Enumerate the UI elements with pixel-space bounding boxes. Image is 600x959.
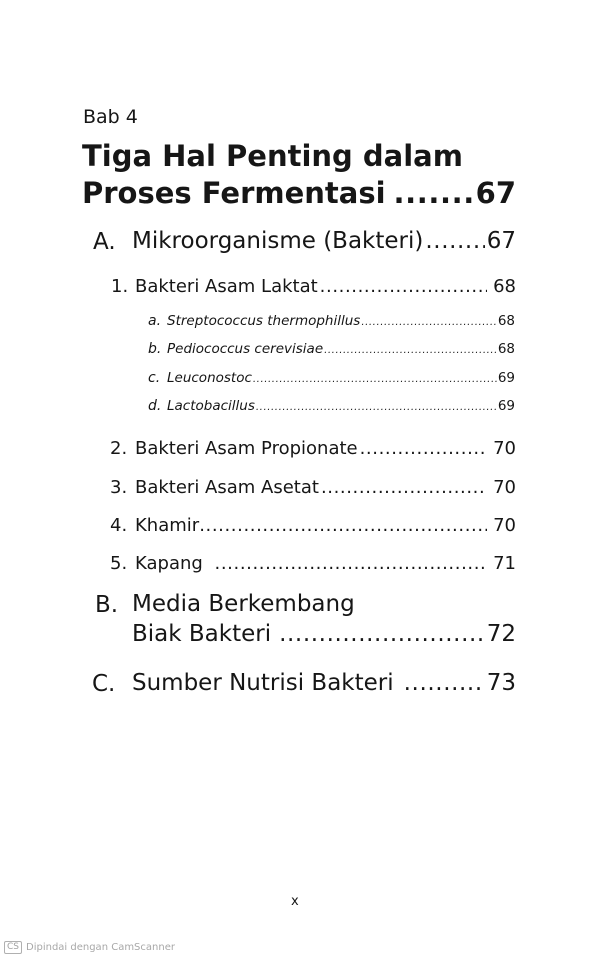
- item-c-row[interactable]: [167, 370, 515, 386]
- subsection-5-row[interactable]: [135, 553, 516, 574]
- subsection-3-title: Bakteri Asam Asetat: [135, 477, 319, 498]
- subsection-3-row[interactable]: [135, 477, 516, 498]
- section-a-row[interactable]: [132, 228, 516, 254]
- item-b-letter: b.: [148, 341, 162, 357]
- dot-leader: [253, 374, 498, 385]
- dot-leader: [324, 345, 498, 356]
- item-b-title: Pediococcus cerevisiae: [167, 341, 324, 357]
- dot-leader: [404, 670, 485, 696]
- item-d-title: Lactobacillus: [167, 398, 255, 414]
- dot-leader: [199, 515, 487, 536]
- watermark-text: Dipindai dengan CamScanner: [26, 942, 175, 953]
- section-a-letter: A.: [93, 229, 116, 255]
- dot-leader: [320, 276, 487, 297]
- section-a-title: Mikroorganisme (Bakteri): [132, 228, 424, 254]
- section-b-page-number: 72: [486, 621, 516, 647]
- dot-leader: [215, 553, 488, 574]
- subsection-4-page-number: 70: [493, 515, 516, 536]
- item-c-title: Leuconostoc: [167, 370, 252, 386]
- subsection-2-title: Bakteri Asam Propionate: [135, 438, 358, 459]
- item-d-page-number: 69: [497, 398, 515, 414]
- dot-leader: [360, 438, 487, 459]
- section-b-title-line-1: Media Berkembang: [132, 591, 355, 617]
- chapter-label: Bab 4: [83, 106, 138, 128]
- subsection-2-row[interactable]: [135, 438, 516, 459]
- subsection-5-page-number: 71: [493, 553, 516, 574]
- section-a-page-number: 67: [486, 228, 516, 254]
- section-c-page-number: 73: [486, 670, 516, 696]
- dot-leader: [279, 621, 485, 647]
- subsection-1-number: 1.: [111, 276, 129, 297]
- page-number: x: [291, 894, 299, 909]
- item-d-letter: d.: [148, 398, 162, 414]
- subsection-1-row[interactable]: [135, 276, 516, 297]
- item-b-page-number: 68: [497, 341, 515, 357]
- camscanner-watermark: [4, 941, 175, 954]
- subsection-4-number: 4.: [110, 515, 128, 536]
- item-a-row[interactable]: [167, 313, 515, 329]
- section-c-title: Sumber Nutrisi Bakteri: [132, 670, 394, 696]
- subsection-2-page-number: 70: [493, 438, 516, 459]
- chapter-title-line-1: Tiga Hal Penting dalam: [82, 139, 463, 173]
- camscanner-logo-icon: CS: [4, 941, 22, 954]
- subsection-4-row[interactable]: [135, 515, 516, 536]
- item-a-letter: a.: [148, 313, 162, 329]
- subsection-3-page-number: 70: [493, 477, 516, 498]
- section-c-row[interactable]: [132, 670, 516, 696]
- section-b-row[interactable]: [132, 621, 516, 647]
- subsection-2-number: 2.: [110, 438, 128, 459]
- item-d-row[interactable]: [167, 398, 515, 414]
- dot-leader: [361, 317, 497, 328]
- chapter-title-line-2: Proses Fermentasi: [82, 176, 386, 210]
- dot-leader: [256, 402, 498, 413]
- subsection-3-number: 3.: [110, 477, 128, 498]
- dot-leader: [425, 228, 484, 254]
- section-c-letter: C.: [92, 671, 116, 697]
- subsection-1-title: Bakteri Asam Laktat: [135, 276, 318, 297]
- subsection-5-number: 5.: [110, 553, 128, 574]
- section-b-title-line-2: Biak Bakteri: [132, 621, 272, 647]
- dot-leader: [394, 176, 472, 210]
- subsection-5-title: Kapang: [135, 553, 209, 574]
- subsection-4-title: Khamir: [135, 515, 200, 536]
- dot-leader: [321, 477, 487, 498]
- item-b-row[interactable]: [167, 341, 515, 357]
- item-c-page-number: 69: [497, 370, 515, 386]
- subsection-1-page-number: 68: [493, 276, 516, 297]
- item-a-title: Streptococcus thermophillus: [167, 313, 361, 329]
- chapter-title-row[interactable]: [82, 176, 516, 210]
- item-a-page-number: 68: [497, 313, 515, 329]
- item-c-letter: c.: [148, 370, 161, 386]
- chapter-page-number: 67: [475, 176, 516, 210]
- section-b-letter: B.: [95, 592, 119, 618]
